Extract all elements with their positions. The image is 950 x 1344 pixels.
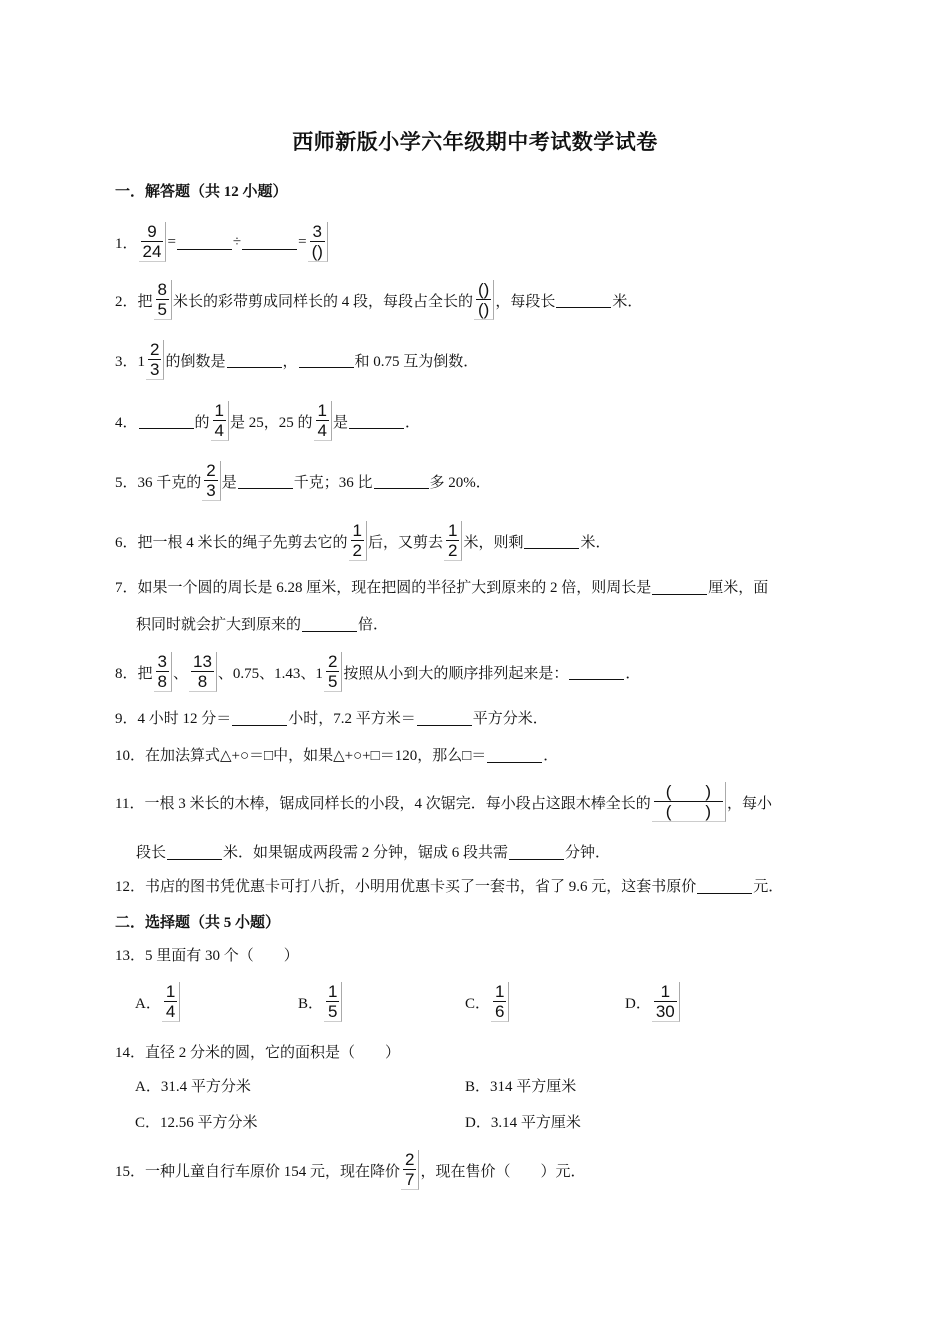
text-fragment: 千克；36 比 [293,474,373,491]
text-fragment: 后，又剪去 [367,534,443,551]
answer-blank[interactable] [569,678,624,680]
question-q8 [115,652,640,692]
fraction-numerator: () [478,280,490,299]
question-q2 [115,280,642,320]
option-q14-c[interactable] [135,1111,258,1132]
text-fragment: ÷ [232,233,242,250]
text-fragment: 9．4 小时 12 分＝ [115,711,232,727]
fraction [652,982,680,1022]
text-fragment: 的倒数是 [165,353,226,370]
fraction-numerator: 8 [157,280,167,299]
fraction-numerator: 2 [405,1150,415,1169]
fraction-denominator: 4 [165,1002,176,1021]
text-fragment: 的 [194,414,210,431]
text-fragment: ，每小 [727,795,773,812]
text-fragment: 6．把一根 4 米长的绳子先剪去它的 [115,534,348,551]
answer-blank[interactable] [524,547,579,549]
text-fragment: 14．直径 2 分米的圆，它的面积是（ ） [115,1045,401,1061]
fraction-denominator: 24 [142,242,162,261]
question-q4 [115,401,420,441]
fraction-numerator: 1 [448,521,458,540]
text-fragment: 7．如果一个圆的周长是 6.28 厘米，现在把圆的半径扩大到原来的 2 倍，则周长是 [115,580,652,596]
text-fragment: 是 [221,474,237,491]
section-heading-answer: 一．解答题（共 12 小题） [115,184,288,200]
fraction-denominator: 4 [214,421,224,440]
text-fragment: 、 [172,665,188,682]
fraction-numerator: 2 [206,461,216,480]
option-q13-b[interactable] [298,982,343,1022]
question-q12 [115,875,783,896]
question-q10 [115,744,558,765]
fraction [162,982,180,1022]
text-fragment: 5．36 千克的 [115,474,202,491]
text-fragment: ，每段长 [495,293,556,310]
fraction [146,340,164,380]
question-q5 [115,461,491,501]
text-fragment: 2．把 [115,293,153,310]
answer-blank[interactable] [349,427,404,429]
text-fragment: ． [625,665,641,682]
fraction-numerator: 3 [312,222,322,241]
fraction [324,652,342,692]
text-fragment: = [167,233,176,250]
text-fragment: ，现在售价（ ）元． [420,1163,586,1180]
answer-blank[interactable] [509,858,564,860]
text-fragment: 13．5 里面有 30 个（ ） [115,948,299,964]
text-fragment: 米，则剩 [463,534,524,551]
text-fragment: 按照从小到大的顺序排列起来是： [343,665,569,682]
fraction-denominator: 5 [157,300,167,319]
text-fragment: C． [465,995,491,1012]
answer-blank[interactable] [299,366,354,368]
question-q11 [115,782,772,822]
text-fragment: 12．书店的图书凭优惠卡可打八折，小明用优惠卡买了一套书，省了 9.6 元，这套书原价 [115,879,697,895]
fraction-denominator: () [478,300,490,319]
fraction [324,982,342,1022]
fraction-denominator: 8 [157,672,167,691]
text-fragment: ． [543,748,559,764]
fraction-denominator: 2 [352,541,362,560]
text-fragment: D． [625,995,651,1012]
fraction-numerator: 9 [147,222,157,241]
text-fragment: 倍． [358,617,389,633]
text-fragment: B． [298,995,324,1012]
answer-blank[interactable] [227,366,282,368]
text-fragment: 3．1 [115,353,146,370]
fraction-numerator: 1 [328,982,338,1001]
fraction-denominator: 5 [328,1002,338,1021]
text-fragment: D．3.14 平方厘米 [465,1115,581,1131]
answer-blank[interactable] [417,724,472,726]
question-q13 [115,944,299,965]
text-fragment: 、0.75、1.43、1 [217,665,323,682]
fraction-numerator: 2 [150,340,160,359]
fraction-numerator: 1 [660,982,671,1001]
fraction [652,782,726,822]
question-q6 [115,521,611,561]
question-q15 [115,1150,586,1190]
question-q7 [115,576,768,597]
text-fragment: 8．把 [115,665,153,682]
answer-blank[interactable] [374,487,429,489]
answer-blank[interactable] [232,724,287,726]
question-q9 [115,707,548,728]
text-fragment: 米．如果锯成两段需 2 分钟，锯成 6 段共需 [223,845,509,861]
option-q13-c[interactable] [465,982,510,1022]
text-fragment: 米． [612,293,643,310]
text-fragment: A．31.4 平方分米 [135,1079,251,1095]
option-q13-a[interactable] [135,982,181,1022]
text-fragment: 段长 [136,845,167,861]
text-fragment: 4． [115,414,138,431]
fraction-numerator: 1 [352,521,362,540]
text-fragment: C．12.56 平方分米 [135,1115,258,1131]
question-q3 [115,340,478,380]
fraction [401,1150,419,1190]
fraction-numerator: 1 [317,401,327,420]
option-q14-d[interactable] [465,1111,581,1132]
text-fragment: B．314 平方厘米 [465,1079,577,1095]
fraction-numerator: 3 [157,652,167,671]
fraction-numerator: ( ) [665,782,712,801]
text-fragment: 15．一种儿童自行车原价 154 元，现在降价 [115,1163,401,1180]
fraction-denominator: () [311,242,323,261]
text-fragment: 米． [580,534,611,551]
text-fragment: 和 0.75 互为倒数． [354,353,479,370]
answer-blank[interactable] [556,306,611,308]
text-fragment: 1． [115,235,138,252]
text-fragment: 是 25，25 的 [230,414,313,431]
answer-blank[interactable] [242,248,297,250]
text-fragment: ， [282,353,298,370]
option-q13-d[interactable] [625,982,681,1022]
option-q14-a[interactable] [135,1075,251,1096]
answer-blank[interactable] [139,427,194,429]
text-fragment: 11．一根 3 米长的木棒，锯成同样长的小段，4 次锯完．每小段占这跟木棒全长的 [115,795,651,812]
answer-blank[interactable] [177,248,232,250]
fraction-denominator: 5 [327,672,338,691]
section-heading-choice: 二．选择题（共 5 小题） [115,915,281,931]
text-fragment: 多 20%． [429,474,491,491]
answer-blank[interactable] [487,761,542,763]
question-q11b [136,841,610,862]
fraction [139,222,167,262]
answer-blank[interactable] [302,630,357,632]
fraction-denominator: 2 [448,541,458,560]
text-fragment: 积同时就会扩大到原来的 [136,617,302,633]
fraction [474,280,494,320]
fraction [154,280,172,320]
answer-blank[interactable] [167,858,222,860]
page-title: 西师新版小学六年级期中考试数学试卷 [292,130,658,154]
question-q7b [136,613,388,634]
text-fragment: A． [135,995,161,1012]
text-fragment: 是 [332,414,348,431]
fraction-numerator: 2 [327,652,338,671]
fraction-denominator: 30 [655,1002,675,1021]
fraction [349,521,367,561]
fraction-numerator: 1 [165,982,176,1001]
fraction-denominator: 4 [317,421,327,440]
fraction [211,401,229,441]
fraction [314,401,332,441]
text-fragment: 分钟． [565,845,611,861]
option-q14-b[interactable] [465,1075,576,1096]
text-fragment: = [298,233,307,250]
fraction [491,982,509,1022]
fraction-denominator: 8 [197,672,208,691]
text-fragment: 元． [753,879,784,895]
fraction-denominator: 7 [405,1170,415,1189]
text-fragment: 小时，7.2 平方米＝ [288,711,416,727]
question-q1 [115,222,329,262]
text-fragment: 米长的彩带剪成同样长的 4 段，每段占全长的 [172,293,473,310]
fraction [444,521,462,561]
fraction-numerator: 1 [214,401,224,420]
fraction-denominator: 3 [150,360,160,379]
text-fragment: 平方分米． [472,711,548,727]
answer-blank[interactable] [238,487,293,489]
answer-blank[interactable] [652,593,707,595]
question-q14 [115,1041,400,1062]
fraction-denominator: 6 [495,1002,505,1021]
fraction [154,652,172,692]
text-fragment: 厘米，面 [708,580,769,596]
fraction [202,461,220,501]
answer-blank[interactable] [697,892,752,894]
fraction-numerator: 13 [193,652,212,671]
fraction-denominator: 3 [206,481,216,500]
fraction [308,222,328,262]
text-fragment: 10．在加法算式△+○＝□中，如果△+○+□＝120，那么□＝ [115,748,487,764]
text-fragment: ． [405,414,421,431]
fraction-denominator: ( ) [665,802,712,821]
fraction-numerator: 1 [495,982,505,1001]
fraction [189,652,217,692]
